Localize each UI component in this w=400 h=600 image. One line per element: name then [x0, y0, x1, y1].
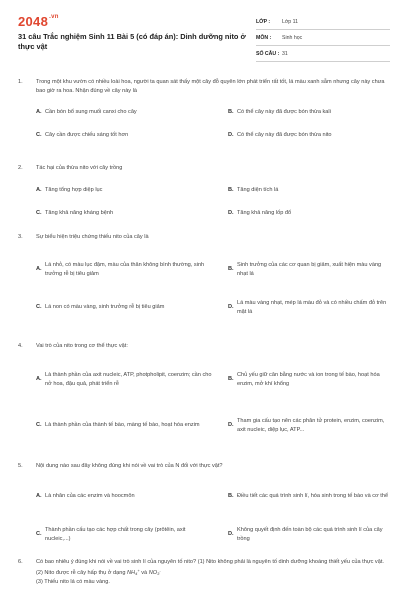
meta-value: Sinh học — [282, 34, 303, 41]
option-letter: D. — [228, 209, 234, 216]
options — [36, 242, 386, 332]
site-logo[interactable] — [18, 14, 59, 29]
question-number: 4. — [18, 343, 23, 349]
option-letter: B. — [228, 376, 234, 383]
option-text: Tăng tổng hợp diệp lục — [45, 186, 103, 193]
option-d[interactable] — [228, 521, 390, 549]
option-letter: A. — [36, 186, 42, 193]
question-text: Có bao nhiêu ý đúng khi nói về vai trò sinh lí của nguyên tố nito? (1) Nito không phải là nguyên tố dinh dưỡng khoáng thiết yếu của thực vật. (2) Nito được rễ cây hấp thụ ở dạng $NH_4^+$ và $NO_3^-$ (3) Thiếu nito lá có màu vàng. — [36, 559, 384, 586]
question-text: Vai trò của nito trong cơ thể thực vật: — [36, 343, 128, 349]
question-text-part-1: Có bao nhiêu ý đúng khi nói về vai trò sinh lí của nguyên tố nito? (1) Nito không phải là nguyên tố dinh dưỡng khoáng thiết yếu của thực vật. (2) Nito được rễ cây hấp thụ ở dạng — [36, 559, 384, 576]
option-a[interactable] — [36, 186, 206, 195]
question-number: 6. — [18, 559, 23, 565]
option-text: Tăng diện tích lá — [237, 186, 279, 193]
options — [36, 351, 386, 451]
option-letter: D. — [228, 304, 234, 311]
formula-no3: $NO_3^-$ — [148, 567, 161, 576]
option-text: Không quyết định đến toàn bộ các quá trình sinh lí của cây trồng — [237, 527, 383, 542]
question-text: Tác hại của thừa nito với cây trồng — [36, 165, 123, 171]
option-letter: A. — [36, 376, 42, 383]
option-text: Có thể cây này đã được bón thừa nito — [237, 132, 332, 139]
question-text: Sự biểu hiện triệu chứng thiếu nito của cây là — [36, 234, 149, 240]
meta-label: MÔN : — [256, 34, 272, 41]
option-a[interactable] — [36, 363, 218, 397]
option-b[interactable] — [228, 186, 388, 195]
option-a[interactable] — [36, 108, 206, 117]
option-letter: D. — [228, 422, 234, 429]
meta-label: LỚP : — [256, 18, 271, 25]
option-letter: C. — [36, 304, 42, 311]
question-text-part-2: (3) Thiếu nito lá có màu vàng. — [36, 579, 110, 586]
document-header — [18, 10, 390, 66]
question-number: 5. — [18, 463, 23, 469]
question-number: 3. — [18, 234, 23, 240]
option-c[interactable] — [36, 209, 206, 218]
option-letter: D. — [228, 531, 234, 538]
option-text: Là nhân của các enzim và hoocmôn — [45, 493, 135, 500]
question-number: 1. — [18, 79, 23, 85]
options — [36, 173, 386, 217]
meta-row-class — [256, 14, 390, 30]
meta-label: SỐ CÂU : — [256, 50, 280, 57]
question-6 — [18, 558, 386, 587]
option-b[interactable] — [228, 483, 390, 511]
option-a[interactable] — [36, 487, 212, 507]
formula-nh4: $NH_4^+$ — [127, 567, 140, 576]
option-d[interactable] — [228, 209, 388, 218]
option-text: Lá nhỏ, có màu lục đậm, màu của thân không bình thường, sinh trưởng rễ bị tiêu giảm — [45, 262, 205, 277]
option-b[interactable] — [228, 363, 390, 397]
option-d[interactable] — [228, 131, 388, 140]
option-letter: B. — [228, 109, 234, 116]
options — [36, 471, 389, 551]
logo-text: 2048 — [18, 14, 49, 29]
option-text: Điều tiết các quá trình sinh lí, hóa sinh trong tế bào và cơ thể — [237, 493, 389, 500]
option-text: Thành phần cấu tạo các hợp chất trong cây (prôtêin, axit nucleic,...) — [45, 527, 186, 542]
option-b[interactable] — [228, 108, 388, 117]
question-number: 2. — [18, 165, 23, 171]
meta-row-count — [256, 46, 390, 62]
question-3 — [18, 233, 386, 332]
option-c[interactable] — [36, 131, 206, 140]
option-a[interactable] — [36, 254, 214, 286]
option-letter: A. — [36, 109, 42, 116]
option-letter: B. — [228, 186, 234, 193]
options — [36, 95, 386, 139]
option-text: Là thành phần của axit nucleic, ATP, photpholipit, coenzim; cần cho nở hoa, đậu quả, phát triển rễ — [45, 372, 212, 387]
option-text: Là thành phần của thành tế bào, màng tế bào, hoạt hóa enzim — [45, 422, 200, 429]
option-c[interactable] — [36, 409, 218, 443]
option-text: Lá non có màu vàng, sinh trưởng rễ bị tiêu giảm — [45, 304, 165, 311]
option-letter: C. — [36, 422, 42, 429]
option-letter: C. — [36, 132, 42, 139]
option-text: Tăng khả năng lốp đổ — [237, 209, 292, 216]
question-2 — [18, 164, 386, 217]
option-b[interactable] — [228, 254, 388, 286]
option-text: Chủ yếu giữ cân bằng nước và ion trong tế bào, hoạt hóa enzim, mở khí khổng — [237, 372, 380, 387]
option-text: Tham gia cấu tạo nên các phân tử protein, enzim, coenzim, axit nucleic, diệp lục, ATP... — [237, 418, 385, 433]
option-letter: B. — [228, 266, 234, 273]
option-text: Có thể cây này đã được bón thừa kali — [237, 109, 331, 116]
question-5 — [18, 462, 389, 551]
option-text: Tăng khả năng kháng bệnh — [45, 209, 114, 216]
question-text: Trong một khu vườn có nhiều loài hoa, người ta quan sát thấy một cây đỗ quyên lớn phát triển rất tốt, lá màu xanh sẫm nhưng cây này chưa bao giờ ra hoa. Nhận đúng về cây này là — [36, 79, 385, 94]
option-d[interactable] — [228, 296, 388, 320]
option-c[interactable] — [36, 521, 212, 549]
question-text: Nội dung nào sau đây không đúng khi nói về vai trò của N đối với thực vật? — [36, 463, 223, 469]
option-letter: B. — [228, 493, 234, 500]
option-text: Cần bón bổ sung muối canxi cho cây — [45, 109, 137, 116]
option-letter: A. — [36, 493, 42, 500]
page-title: 31 câu Trắc nghiệm Sinh 11 Bài 5 (có đáp án): Dinh dưỡng nito ở thực vật — [18, 32, 246, 51]
option-letter: A. — [36, 266, 42, 273]
question-4 — [18, 342, 386, 451]
meta-value: 31 — [282, 50, 288, 57]
option-text: Sinh trưởng của các cơ quan bị giảm, xuất hiện màu vàng nhạt lá — [237, 262, 382, 277]
logo-suffix: .vn — [49, 14, 59, 20]
option-letter: D. — [228, 132, 234, 139]
option-text: Lá màu vàng nhạt, mép lá màu đỏ và có nhiều chấm đỏ trên mặt lá — [237, 300, 387, 315]
meta-value: Lớp 11 — [282, 18, 298, 25]
option-letter: C. — [36, 209, 42, 216]
meta-row-subject — [256, 30, 390, 46]
option-c[interactable] — [36, 296, 214, 320]
option-text: Cây cần được chiếu sáng tốt hơn — [45, 132, 129, 139]
option-letter: C. — [36, 531, 42, 538]
question-1 — [18, 78, 386, 139]
option-d[interactable] — [228, 409, 390, 443]
meta-table — [256, 14, 390, 62]
